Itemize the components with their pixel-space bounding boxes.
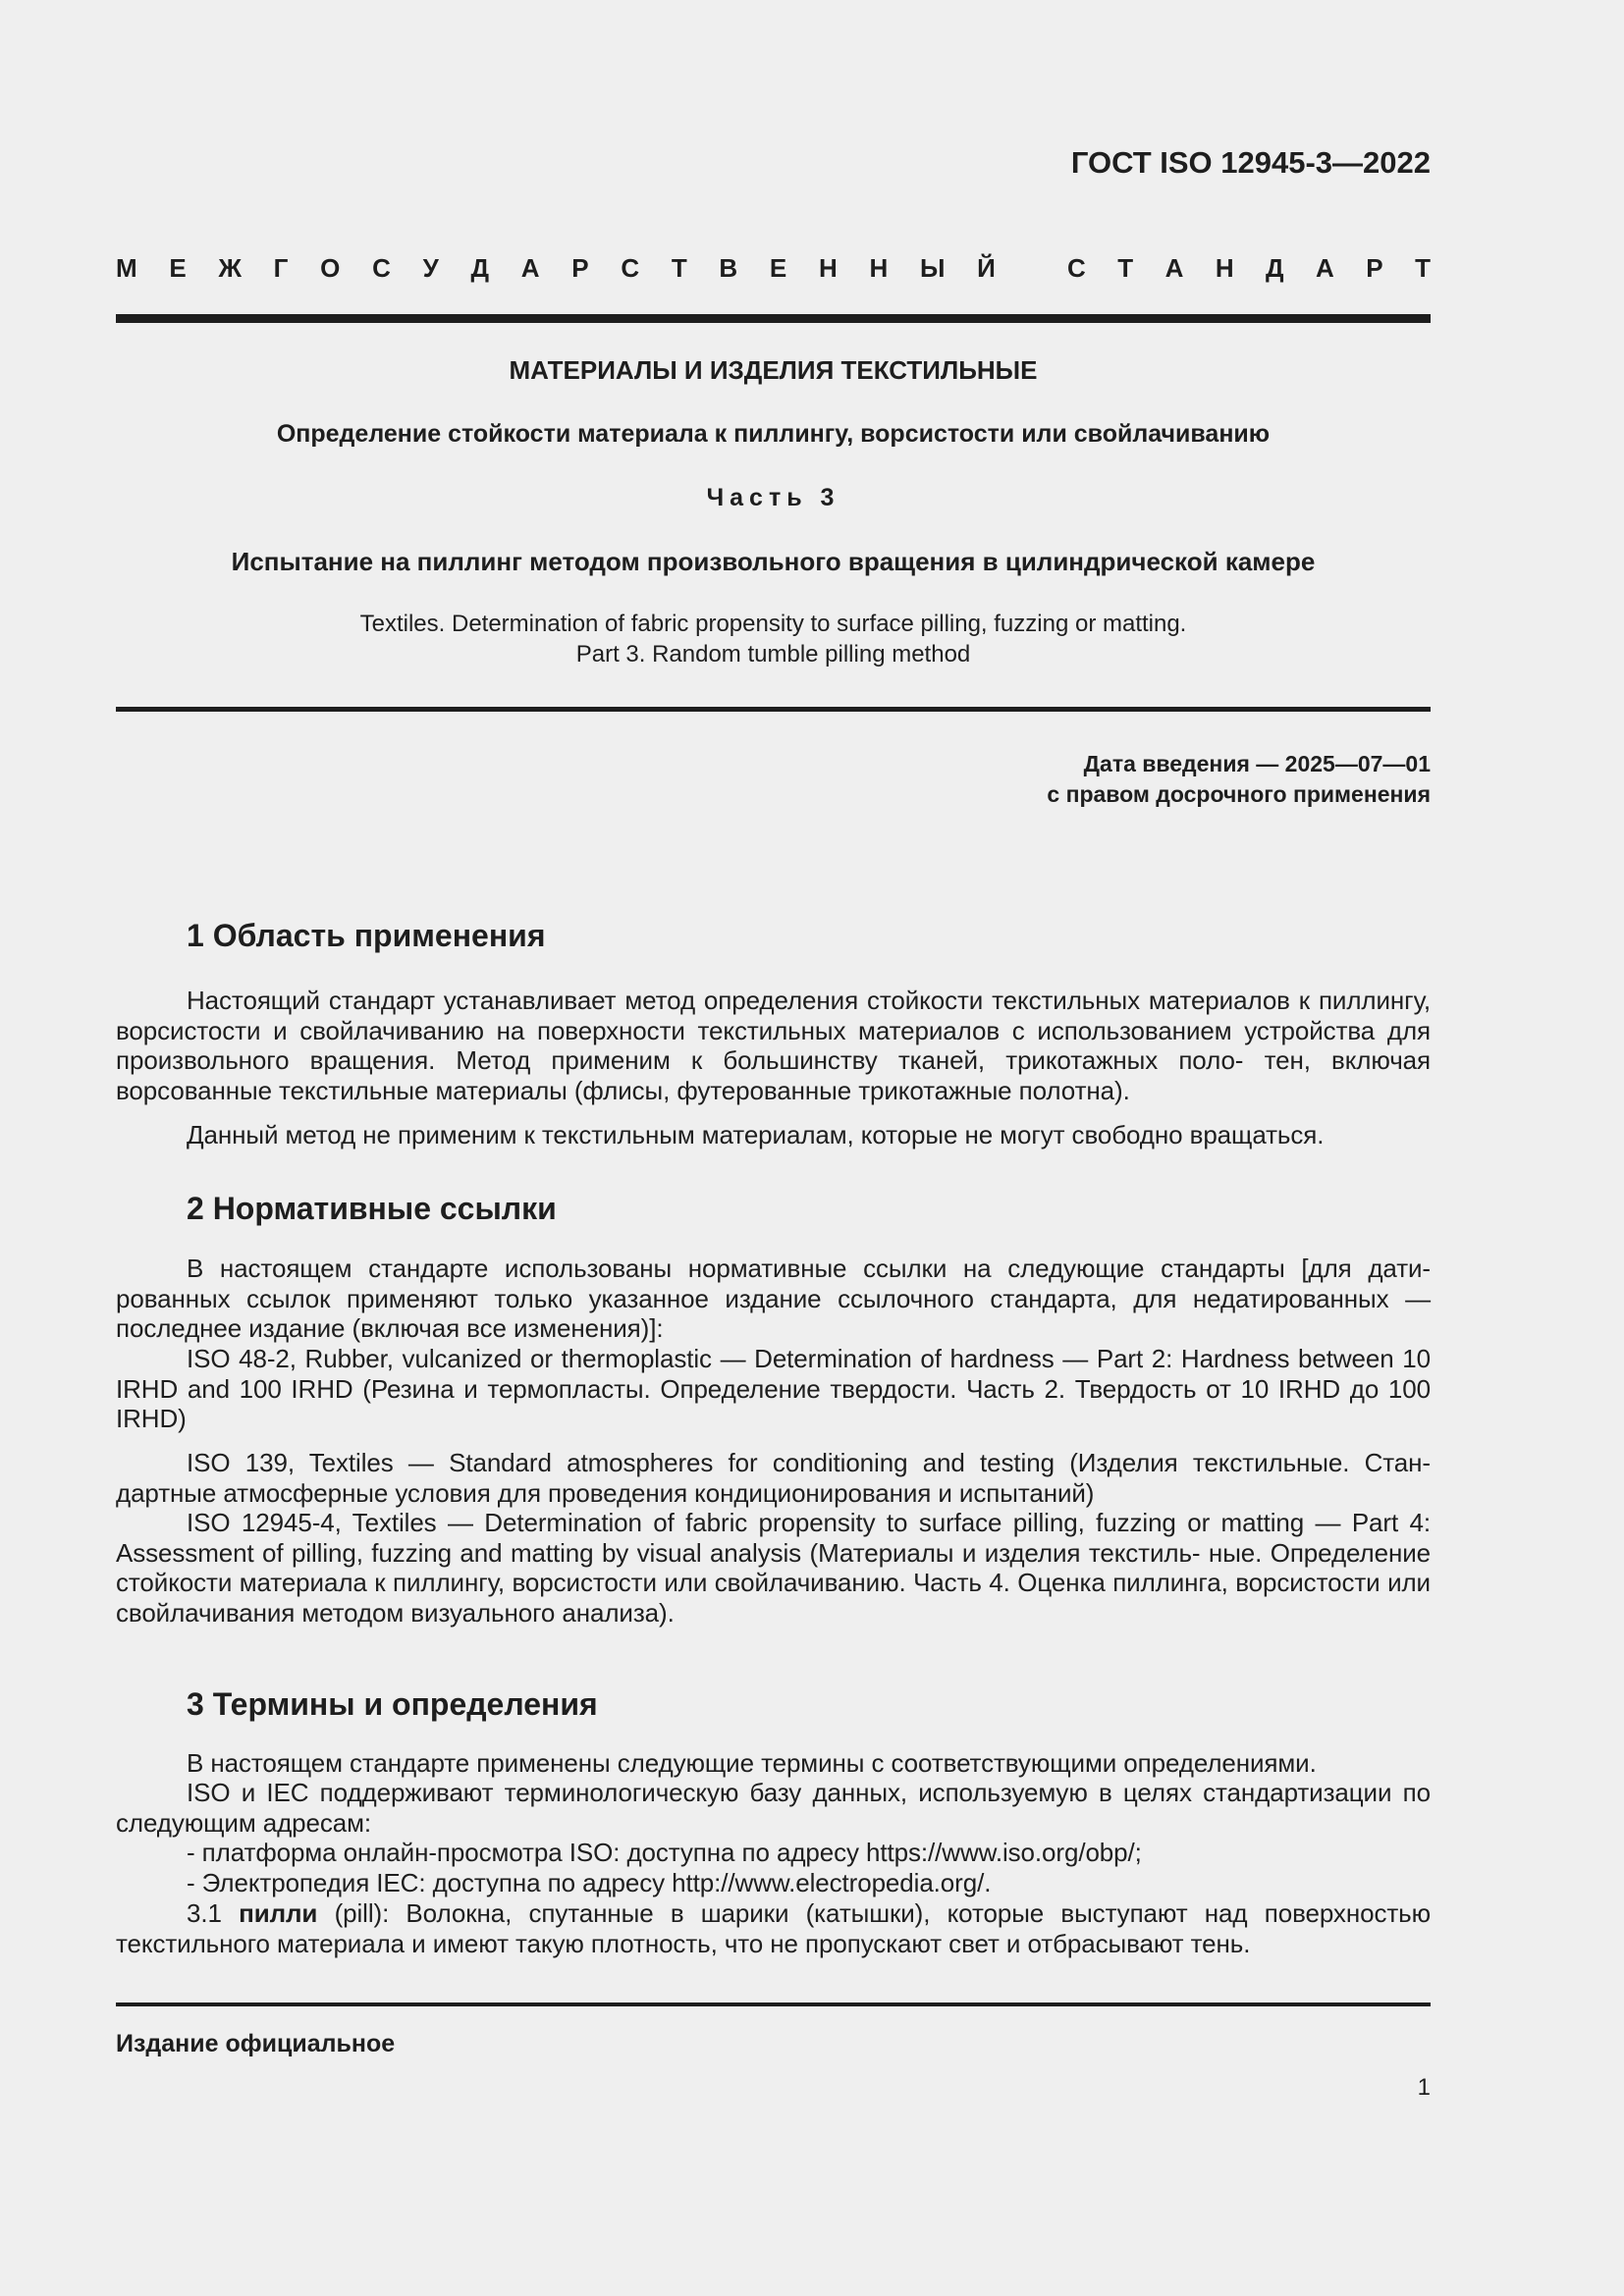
title-divider bbox=[116, 707, 1431, 712]
section-title: 3 Термины и определения bbox=[187, 1686, 598, 1722]
heading-letter: А bbox=[1316, 253, 1334, 283]
heading-letter: Ж bbox=[218, 253, 242, 283]
heading-letter: У bbox=[422, 253, 439, 283]
introduction-date-block bbox=[1047, 749, 1431, 810]
heading-letter: С bbox=[372, 253, 391, 283]
reference-item: ISO 139, Textiles — Standard atmospheres for conditioning and testing (Изделия текстильные. Стан- дартные атмосферные условия для проведения кондиционирования и испытаний) bbox=[116, 1448, 1431, 1508]
paragraph: Настоящий стандарт устанавливает метод определения стойкости текстильных материалов к пиллингу, ворсистости и свойлачиванию на поверхности текстильных материалов с использованием устройства для произвольного вращения. Метод применим к большинству тканей, трикотажных поло- тен, включая ворсованные текстильные материалы (флисы, футерованные трикотажные полотна). bbox=[116, 986, 1431, 1105]
heading-divider bbox=[116, 314, 1431, 323]
paragraph: В настоящем стандарте применены следующие термины с соответствующими определениями. bbox=[187, 1748, 1317, 1778]
heading-letter: Р bbox=[1366, 253, 1383, 283]
standard-number: ГОСТ ISO 12945-3—2022 bbox=[1070, 145, 1431, 180]
heading-letter: Е bbox=[169, 253, 187, 283]
section-title: 2 Нормативные ссылки bbox=[187, 1191, 557, 1226]
heading-letter: С bbox=[1067, 253, 1086, 283]
heading-letter: Н bbox=[869, 253, 889, 283]
heading-letter: Т bbox=[671, 253, 687, 283]
early-application-note: с правом досрочного применения bbox=[1047, 781, 1431, 807]
page-number: 1 bbox=[1417, 2074, 1431, 2101]
heading-letter: С bbox=[621, 253, 640, 283]
heading-letter: Е bbox=[769, 253, 787, 283]
official-edition-label: Издание официальное bbox=[116, 2030, 396, 2057]
footer-divider bbox=[116, 2002, 1431, 2006]
heading-letter: Н bbox=[1215, 253, 1234, 283]
heading-letter: Д bbox=[1266, 253, 1284, 283]
interstate-standard-heading bbox=[116, 253, 1431, 284]
heading-letter: Ы bbox=[919, 253, 946, 283]
document-subtitle: Определение стойкости материала к пиллингу, ворсистости или свойлачиванию bbox=[276, 420, 1271, 448]
heading-letter: Й bbox=[977, 253, 996, 283]
heading-letter: М bbox=[116, 253, 137, 283]
english-title-line: Textiles. Determination of fabric propensity to surface pilling, fuzzing or matting. bbox=[359, 611, 1187, 637]
introduction-date: Дата введения — 2025—07—01 bbox=[1083, 751, 1431, 776]
english-title-line: Part 3. Random tumble pilling method bbox=[575, 641, 971, 667]
interstate-word bbox=[116, 253, 996, 284]
heading-letter: А bbox=[520, 253, 540, 283]
heading-letter: В bbox=[719, 253, 738, 283]
paragraph: ISO и IEC поддерживают терминологическую базу данных, используемую в целях стандартизации по следующим адресам: bbox=[116, 1778, 1431, 1838]
heading-letter: Р bbox=[571, 253, 589, 283]
section-title: 1 Область применения bbox=[187, 918, 546, 953]
heading-letter: Г bbox=[273, 253, 289, 283]
term-number: 3.1 bbox=[187, 1898, 222, 1928]
part-label: Часть 3 bbox=[706, 484, 840, 511]
term-text: (pill): Волокна, спутанные в шарики (катышки), которые выступают над поверхностью текстильного материала и имеют такую плотность, что не пропускают свет и отбрасывают тень. bbox=[116, 1898, 1431, 1958]
standard-word bbox=[1067, 253, 1431, 284]
term-name: пилли bbox=[239, 1898, 318, 1928]
heading-letter: О bbox=[320, 253, 341, 283]
heading-letter: Т bbox=[1415, 253, 1431, 283]
heading-letter: Д bbox=[470, 253, 490, 283]
list-item: - Электропедия IEC: доступна по адресу http://www.electropedia.org/. bbox=[187, 1868, 992, 1897]
list-item: - платформа онлайн-просмотра ISO: доступна по адресу https://www.iso.org/obp/; bbox=[187, 1838, 1142, 1867]
term-definition bbox=[116, 1898, 1431, 1958]
heading-letter: Н bbox=[818, 253, 838, 283]
paragraph: Данный метод не применим к текстильным материалам, которые не могут свободно вращаться. bbox=[187, 1120, 1325, 1149]
heading-letter: А bbox=[1164, 253, 1184, 283]
part-title: Испытание на пиллинг методом произвольного вращения в цилиндрической камере bbox=[231, 547, 1316, 576]
heading-letter: Т bbox=[1117, 253, 1134, 283]
english-title bbox=[116, 609, 1431, 669]
reference-item: ISO 12945-4, Textiles — Determination of fabric propensity to surface pilling, fuzzing or matting — Part 4: Assessment of pilling, fuzzing and matting by visual analysis (Материалы и изделия текстиль- ные. Определение стойкости материала к пиллингу, ворсистости или свойлачиванию. Часть 4. Оценка пиллинга, ворсистости или свойлачивания методом визуального анализа). bbox=[116, 1508, 1431, 1628]
paragraph: В настоящем стандарте использованы нормативные ссылки на следующие стандарты [для дати- рованных ссылок применяют только указанное издание ссылочного стандарта, для недатированных — последнее издание (включая все изменения)]: bbox=[116, 1254, 1431, 1343]
document-title: МАТЕРИАЛЫ И ИЗДЕЛИЯ ТЕКСТИЛЬНЫЕ bbox=[509, 355, 1038, 385]
reference-item: ISO 48-2, Rubber, vulcanized or thermoplastic — Determination of hardness — Part 2: Hardness between 10 IRHD and 100 IRHD (Резина и термопласты. Определение твердости. Часть 2. Твердость от 10 IRHD до 100 IRHD) bbox=[116, 1344, 1431, 1433]
